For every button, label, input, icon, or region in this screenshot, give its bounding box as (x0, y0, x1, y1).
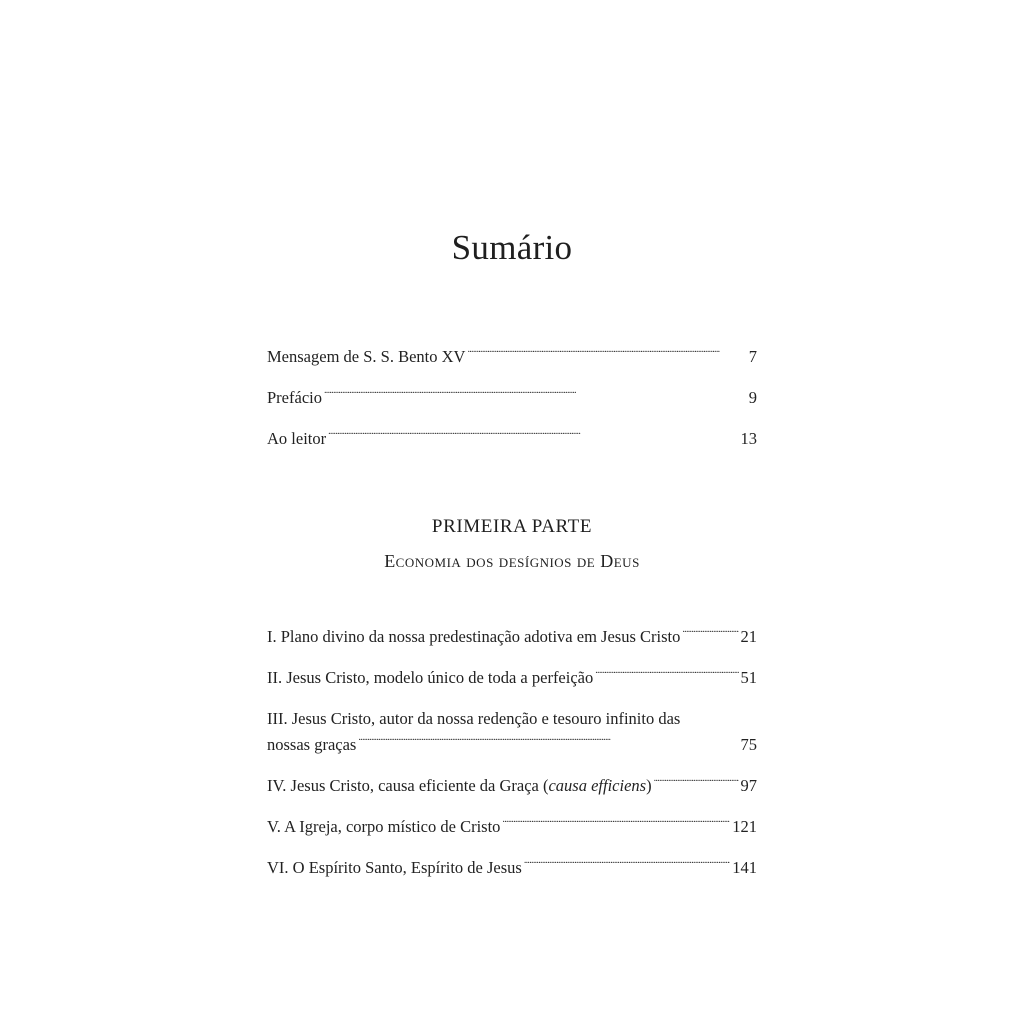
toc-entry-page: 13 (740, 429, 757, 448)
toc-entry-page: 121 (732, 817, 757, 836)
toc-entry-page: 51 (740, 668, 757, 687)
dot-leader (654, 775, 739, 792)
part-heading: PRIMEIRA PARTE (431, 516, 593, 537)
toc-entry-page: 75 (740, 735, 757, 754)
toc-entry-page: 21 (740, 627, 757, 646)
page-title: Sumário (451, 228, 573, 267)
toc-entry-label: I. Plano divino da nossa predestinação adotiva em Jesus Cristo (267, 627, 681, 646)
toc-entry-page: 97 (740, 776, 757, 795)
toc-entry-page: 9 (748, 388, 757, 407)
toc-entry[interactable] (267, 665, 757, 691)
toc-entry-label: IV. Jesus Cristo, causa eficiente da Graça (causa efficiens) (267, 776, 652, 795)
dot-leader (328, 428, 738, 445)
toc-entry[interactable] (267, 773, 757, 799)
toc-entry-label-line2: nossas graças (267, 735, 357, 754)
dot-leader (358, 734, 738, 751)
front-matter-list (267, 344, 757, 467)
chapter-list (267, 624, 757, 896)
toc-entry-label: VI. O Espírito Santo, Espírito de Jesus (267, 858, 522, 877)
toc-entry[interactable] (267, 855, 757, 881)
toc-entry[interactable] (267, 344, 757, 370)
toc-entry-page: 7 (748, 347, 757, 366)
toc-entry-label-line1: III. Jesus Cristo, autor da nossa redenção e tesouro infinito das (267, 709, 681, 728)
toc-entry[interactable] (267, 426, 757, 452)
dot-leader (595, 667, 738, 684)
toc-entry-page: 141 (732, 858, 757, 877)
dot-leader (324, 387, 747, 404)
italic-term: causa efficiens (548, 776, 647, 795)
dot-leader (682, 626, 738, 643)
dot-leader (467, 346, 746, 363)
toc-entry-label: Mensagem de S. S. Bento XV (267, 347, 466, 366)
dot-leader (502, 816, 730, 833)
toc-entry-label: Prefácio (267, 388, 322, 407)
dot-leader (524, 857, 730, 874)
toc-entry[interactable] (267, 624, 757, 650)
toc-entry-label: II. Jesus Cristo, modelo único de toda a perfeição (267, 668, 594, 687)
toc-entry-label: Ao leitor (267, 429, 327, 448)
toc-entry[interactable] (267, 814, 757, 840)
toc-entry[interactable] (267, 706, 757, 758)
toc-entry-label: V. A Igreja, corpo místico de Cristo (267, 817, 501, 836)
part-subtitle: Economia dos desígnios de Deus (384, 551, 640, 571)
toc-entry[interactable] (267, 385, 757, 411)
